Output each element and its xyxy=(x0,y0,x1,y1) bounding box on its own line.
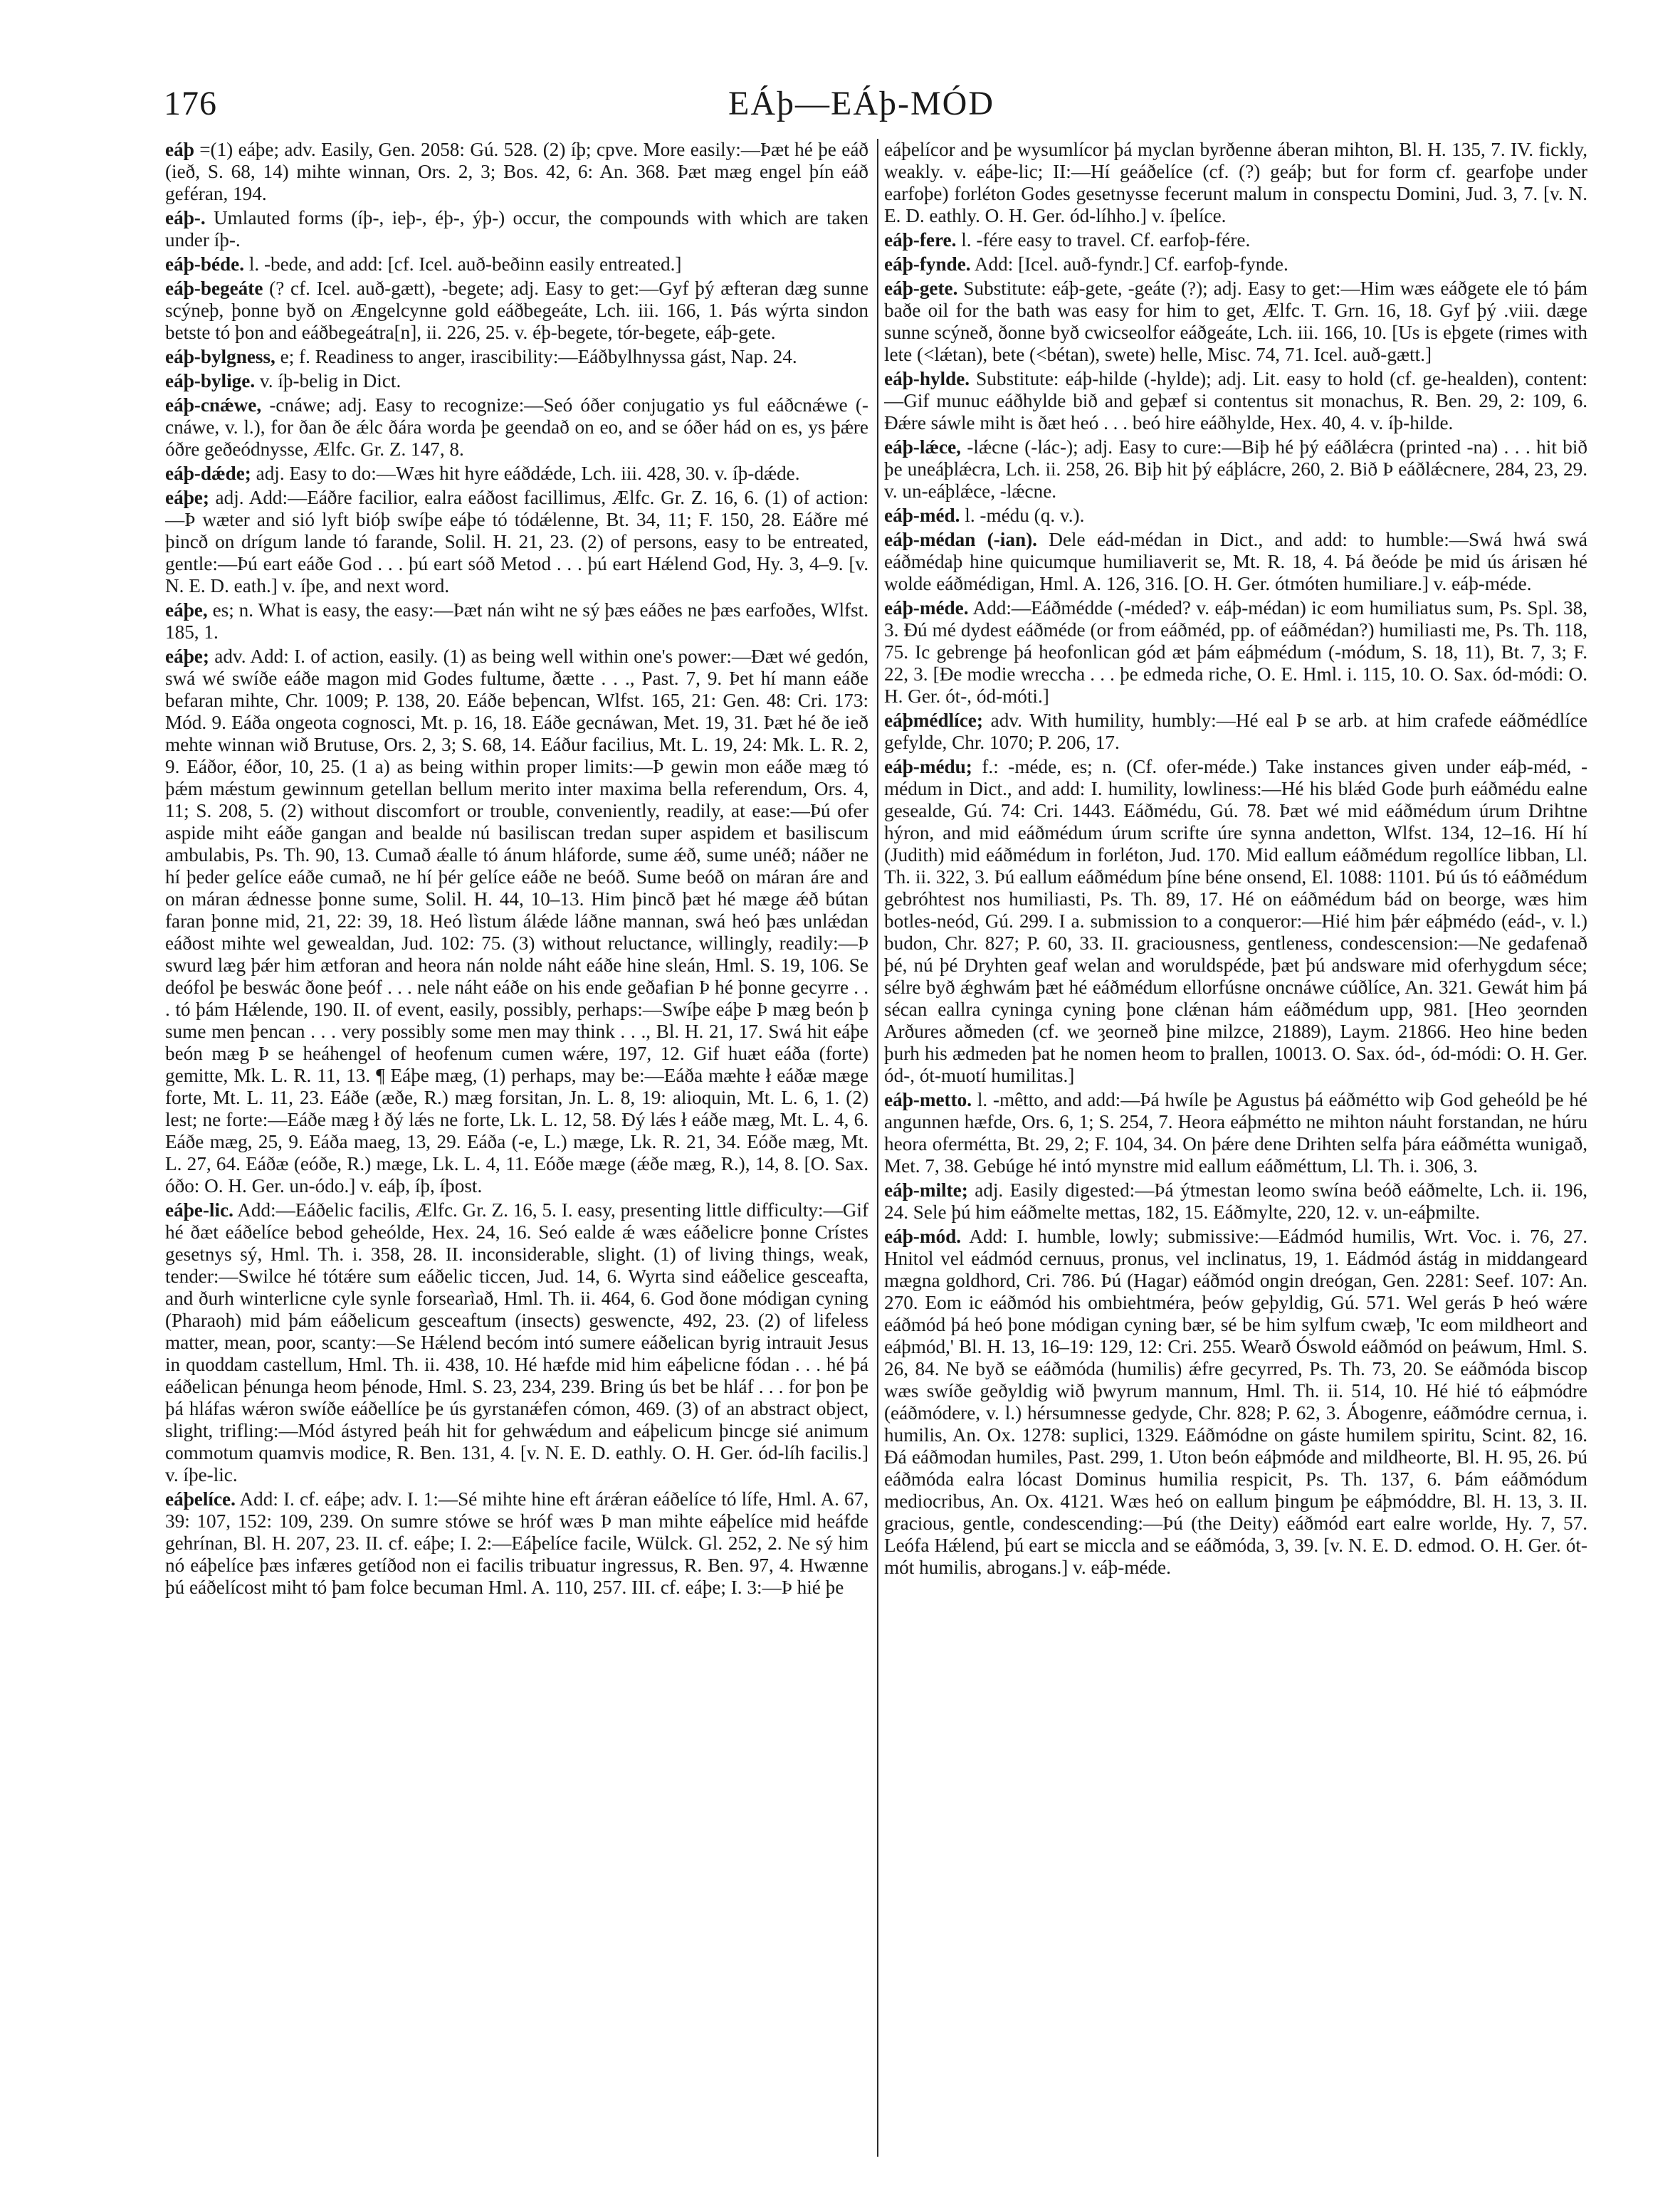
entry-text: l. -fére easy to travel. Cf. earfoþ-fére. xyxy=(961,229,1251,251)
entry-headword: eáþ-metto. xyxy=(884,1089,972,1110)
dictionary-entry xyxy=(884,505,1587,527)
right-column xyxy=(884,139,1587,2160)
entry-text: l. -bede, and add: [cf. Icel. auð-beðinn easily entreated.] xyxy=(248,253,682,275)
entry-text: adv. With humility, humbly:—Hé eal Þ se arb. at him crafede eáðmédlíce gefylde, Chr. 1070; P. 206, 17. xyxy=(884,710,1587,753)
dictionary-entry xyxy=(165,253,868,275)
entry-headword: eáþ-bylgness, xyxy=(165,346,275,367)
entry-headword: eáþ-méd. xyxy=(884,505,960,526)
dictionary-entry xyxy=(884,278,1587,366)
dictionary-entry xyxy=(884,529,1587,595)
entry-headword: eáþe-lic. xyxy=(165,1199,233,1221)
entry-text: Add:—Eáðmédde (-méded? v. eáþ-médan) ic eom humiliatus sum, Ps. Spl. 38, 3. Ðú mé dydest eáðméde (or from eáðméd, pp. of eáðmédan?) humiliasti me, Ps. Th. 118, 75. Ic gebrenge þá heofonlican gód æt þám eáþmédum (-módum, S. 18, 11), Bt. 7, 3; F. 22, 3. [Ðe modie wreccha . . . þe edmeda riche, O. E. Hml. i. 115, 10. O. Sax. ód-módi: O. H. Ger. ót-, ód-móti.] xyxy=(884,597,1587,707)
dictionary-entry xyxy=(165,487,868,597)
dictionary-entry xyxy=(884,710,1587,754)
entry-text: Substitute: eáþ-hilde (-hylde); adj. Lit. easy to hold (cf. ge-healden), content:—Gif munuc eáðhylde bið and geþæf si contentus sit monachus, R. Ben. 29, 2: 109, 6. Ðǽre sáwle miht is ðæt heó . . . beó hire eáðhylde, Hex. 40, 4. v. íþ-hilde. xyxy=(884,368,1587,433)
dictionary-entry xyxy=(165,346,868,368)
dictionary-entry xyxy=(884,368,1587,434)
entry-text: -cnáwe; adj. Easy to recognize:—Seó óðer conjugatio ys ful eáðcnǽwe (-cnáwe, v. l.), for ðan ðe ǽlc ðára worda þe geendað on eo, and se óðer hád on es, ys þǽre óðre geðeódnysse, Ælfc. Gr. Z. 147, 8. xyxy=(165,394,868,460)
entry-text: Substitute: eáþ-gete, -geáte (?); adj. Easy to get:—Him wæs eáðgete ele tó þám baðe oil for the bath was easy for him to get, Ælfc. T. Grn. 16, 18. Gyf þý .viii. dæge sunne scýneð, ðonne byð cwicseolfor eáðgeáte, Lch. iii. 166, 10. [Us is eþgete (rimes with lete (<lǽtan), bete (<bétan), swete) helle, Misc. 74, 71. Icel. auð-gætt.] xyxy=(884,278,1587,365)
entry-headword: eáþ-. xyxy=(165,207,206,228)
entry-headword: eáþe; xyxy=(165,646,209,667)
entry-text: Add:—Eáðelic facilis, Ælfc. Gr. Z. 16, 5. I. easy, presenting little difficulty:—Gif hé ðæt eáðelíce bebod geheólde, Hex. 24, 16. Seó ealde ǽ wæs eáðelicre þonne Crístes gesetnys sý, Hml. Th. i. 358, 28. II. inconsiderable, slight. (1) of living things, weak, tender:—Swilce hé tótǽre sum eáðelic ticcen, Jud. 14, 6. Wyrta sind eáðelice gesceafta, and ðurh winterlicne cyle synle forsearìað, Hml. Th. ii. 464, 6. God ðone módigan cyning (Pharaoh) mid þám eáðelicum gesceaftum (insects) geswencte, 492, 23. (2) of lifeless matter, mean, poor, scanty:—Se Hǽlend becóm intó sumere eáðelican byrig intrauit Jesus in quoddam castellum, Hml. Th. ii. 438, 10. Hé hæfde mid him eáþelicne fódan . . . hé þá eáðelican þénunga heom þénode, Hml. S. 23, 234, 239. Bring ús bet be hláf . . . for þon þe þá hláfas wǽron swíðe eáðellíce þe ús gyrstanǽfen cómon, 469. (3) of an abstract object, slight, trifling:—Mód ástyred þeáh hit for gehwǽdum and eáþelicum þincge sié animum commotum quamvis modice, R. Ben. 131, 4. [v. N. E. D. eathly. O. H. Ger. ód-líh facilis.] v. íþe-lic. xyxy=(165,1199,868,1485)
entry-headword: eáþ-bylige. xyxy=(165,370,256,391)
entry-headword: eáþe, xyxy=(165,599,208,621)
entry-text: adj. Add:—Eáðre facilior, ealra eáðost facillimus, Ælfc. Gr. Z. 16, 6. (1) of action:—Þ wæter and sió lyft bióþ swíþe eáþe tó tódǽlenne, Bt. 34, 11; F. 150, 28. Eáðre mé þincð on drígum lande tó farande, Solil. H. 21, 23. (2) of persons, easy to be entreated, gentle:—Þú eart eáðe God . . . þú eart sóð Metod . . . þú eart Hǽlend God, Hy. 3, 4–9. [v. N. E. D. eath.] v. íþe, and next word. xyxy=(165,487,868,596)
entry-text: v. íþ-belig in Dict. xyxy=(259,370,401,391)
entry-headword: eáþ-médan (-ian). xyxy=(884,529,1037,550)
entry-text: l. -mêtto, and add:—Þá hwíle þe Agustus þá eáðmétto wiþ God geheóld þe hé angunnen hæfde, Ors. 6, 1; S. 254, 7. Heora eáþmétto ne mihton náuht forstandan, ne húru heora ofermétta, Bt. 29, 2; F. 104, 34. On þǽre dene Drihten selfa þára eáðmétta wunigað, Met. 7, 38. Gebúge hé intó mynstre mid eallum eáðméttum, Ll. Th. i. 306, 3. xyxy=(884,1089,1587,1177)
entry-headword: eáþ-milte; xyxy=(884,1179,968,1201)
entry-text: e; f. Readiness to anger, irascibility:—Eáðbylhnyssa gást, Nap. 24. xyxy=(280,346,797,367)
left-column xyxy=(165,139,868,2160)
dictionary-entry xyxy=(165,278,868,344)
entry-headword: eáþ-hylde. xyxy=(884,368,970,389)
entry-headword: eáþmédlíce; xyxy=(884,710,983,731)
entry-headword: eáþ-gete. xyxy=(884,278,958,299)
dictionary-entry xyxy=(165,646,868,1197)
dictionary-entry xyxy=(165,207,868,251)
dictionary-entry xyxy=(884,229,1587,251)
entry-text: l. -médu (q. v.). xyxy=(965,505,1085,526)
entry-text: -lǽcne (-lác-); adj. Easy to cure:—Biþ hé þý eáðlǽcra (printed -na) . . . hit bið þe uneáþlǽcra, Lch. ii. 258, 26. Biþ hit þý eáþlácre, 260, 2. Bið Þ eáðlǽcnere, 284, 23, 29. v. un-eáþlǽce, -lǽcne. xyxy=(884,436,1587,502)
entry-headword: eáþe; xyxy=(165,487,209,508)
dictionary-entry xyxy=(884,436,1587,503)
entry-headword: eáþ-fere. xyxy=(884,229,957,251)
entry-headword: eáþ-dǽde; xyxy=(165,463,251,484)
entry-text: Add: I. humble, lowly; submissive:—Eádmód humilis, Wrt. Voc. i. 76, 27. Hnitol vel eádmód cernuus, pronus, vel inclinatus, 19, 1. Eádmód ástág in middangeard mægna goldhord, Cri. 786. Þú (Hagar) eáðmód ongin dreógan, Gen. 2281: Seef. 107: An. 270. Eom ic eáðmód his ombiehtméra, þeów geþyldig, Gú. 571. Wel gerás Þ heó wǽre eáðmód þá heó þone módigan cyning bær, sé be him sylfum cwæþ, 'Ic eom mildheort and eáþmód,' Bl. H. 13, 16–19: 129, 12: Cri. 255. Wearð Óswold eáðmód on þeáwum, Hml. S. 26, 84. Ne byð se eáðmóda (humilis) ǽfre gecyrred, Ps. Th. 73, 20. Se eáðmóda biscop wæs swíðe geðyldig wið þwyrum mannum, Hml. Th. ii. 514, 10. Hé hié tó eáþmódre (eáðmódere, v. l.) hérsumnesse gedyde, Chr. 828; P. 62, 3. Ábogenre, eáðmódre cernua, i. humilis, An. Ox. 1278: suplici, 1329. Eáðmódne on gáste humilem spiritu, Scint. 82, 16. Ðá eáðmodan humiles, Past. 299, 1. Uton beón eáþmóde and mildheorte, Bl. H. 95, 26. Þú eáðmóda ealra lócast Dominus humilia respicit, Ps. Th. 137, 6. Þám eáðmódum mediocribus, An. Ox. 4121. Wæs heó on eallum þingum þe eáþmóddre, Bl. H. 13, 3. II. gracious, gentle, condescending:—Þú (the Deity) eáðmód eart ealre worlde, Hy. 7, 57. Leófa Hǽlend, þú eart se miccla and se eáðmóda, 3, 39. [v. N. E. D. edmod. O. H. Ger. ót-mót humilis, abrogans.] v. eáþ-méde. xyxy=(884,1226,1587,1578)
dictionary-entry xyxy=(165,599,868,643)
entry-headword: eáþ-méde. xyxy=(884,597,969,619)
entry-text: adv. Add: I. of action, easily. (1) as being well within one's power:—Ðæt wé gedón, swá wé swíðe eáðe magon mid Godes fultume, ðætte . . ., Past. 7, 9. Þet hí mann eáðe befaran mihte, Chr. 1009; P. 138, 20. Eáðe beþencan, Wlfst. 165, 21: Gen. 48: Cri. 173: Mód. 9. Eáða ongeota cognosci, Mt. p. 16, 18. Eáðe gecnáwan, Met. 19, 31. Þæt hé ðe ieð mehte winnan wið Brutuse, Ors. 2, 3; S. 68, 14. Eáður facilius, Mt. L. 19, 24: Mk. L. R. 2, 9. Eáðor, éðor, 10, 25. (1 a) as being within proper limits:—Þ gewin mon eáðe mæg tó þǽm mǽstum gewinnum getellan bellum merito inter maxima bella referendum, Ors. 4, 11; S. 208, 5. (2) without discomfort or trouble, conveniently, readily, at ease:—Þú ofer aspide miht eáðe gangan and bealde nú basiliscan tredan super aspidem et basiliscum ambulabis, Ps. Th. 90, 13. Cumað ǽalle tó ánum hláforde, sume ǽð, sume unéð; náðer ne hí þeder gelíce eáðe cumað, ne hí þér gelíce eáðe ne beóð. Sume beóð on máran áre and on máran ǽdnesse þonne sume, Solil. H. 44, 10–13. Him þincð þæt hé mæge ǽð bútan faran þonne mid, 21, 22: 39, 18. Heó lìstum álǽde láðne mannan, swá heó þæs unlǽdan eáðost mihte wel gewealdan, Jud. 102: 75. (3) without reluctance, willingly, readily:—Þ swurd læg þǽr him ætforan and heora nán nolde náht eáðe hine sleán, Hml. S. 19, 106. Se deófol þe beswác ðone þeóf . . . nele náht eáðe on his ende geðafian Þ hé þonne gecyrre . . . tó þám Hǽlende, 190. II. of event, easily, possibly, perhaps:—Swíþe eáþe Þ mæg beón þ sume men þencan . . . very possibly some men may think . . ., Bl. H. 21, 17. Swá hit eáþe beón mæg Þ se heáhengel of heofenum cumen wǽre, 197, 12. Gif huæt eáða (forte) gemitte, Mk. L. R. 11, 13. ¶ Eáþe mæg, (1) perhaps, may be:—Eáða mæhte ł eáðæ mæge forte, Mt. L. 11, 23. Eáðe (æðe, R.) mæg forsitan, Jn. L. 8, 19: alioquin, Mt. L. 6, 1. (2) lest; ne forte:—Eáðe mæg ł ðý lǽs ne forte, Lk. L. 12, 58. Ðý lǽs ł eáðe mæg, Mt. L. 4, 6. Eáðe mæg, 25, 9. Eáða maeg, 13, 29. Eáða (-e, L.) mæge, Lk. R. 21, 34. Eóðe mæg, Mt. L. 27, 64. Eáðæ (eóðe, R.) mæge, Lk. L. 4, 11. Eóðe mæge (ǽðe mæg, R.), 14, 8. [O. Sax. óðo: O. H. Ger. un-ódo.] v. eáþ, íþ, íþost. xyxy=(165,646,868,1196)
entry-text: eáþelícor and þe wysumlícor þá myclan byrðenne áberan mihton, Bl. H. 135, 7. IV. fickly, weakly. v. eáþe-lic; II:—Hí geáðelíce (cf. (?) geáþ; but for form cf. gearfoþe under earfoþe) forléton Godes gesetnysse fecerunt malum in conspectu Domini, Jud. 3, 7. [v. N. E. D. eathly. O. H. Ger. ód-líhho.] v. íþelíce. xyxy=(884,139,1587,226)
entry-text: Umlauted forms (íþ-, ieþ-, éþ-, ýþ-) occur, the compounds with which are taken under íþ-. xyxy=(165,207,868,251)
dictionary-entry xyxy=(884,597,1587,708)
running-head: EÁþ—EÁþ-MÓD xyxy=(728,85,994,122)
dictionary-entry xyxy=(884,253,1587,275)
entry-text: (? cf. Icel. auð-gætt), -begete; adj. Easy to get:—Gyf þý æfteran dæg sunne scýneþ, þonne byð on Ængelcynne gold eáðbegeáte, Lch. iii. 166, 1. Þás wýrta sindon betste tó þon and eáðbegeátra[n], ii. 226, 25. v. éþ-begete, tór-begete, eáþ-gete. xyxy=(165,278,868,343)
entry-text: =(1) eáþe; adv. Easily, Gen. 2058: Gú. 528. (2) íþ; cpve. More easily:—Þæt hé þe eáð (ieð, S. 68, 14) mihte winnan, Ors. 2, 3; Bos. 42, 6: An. 368. Þæt mæg engel þín eáð geféran, 194. xyxy=(165,139,868,204)
entry-text: Add: [Icel. auð-fyndr.] Cf. earfoþ-fynde. xyxy=(974,253,1288,275)
entry-headword: eáþ xyxy=(165,139,194,160)
entry-text: adj. Easy to do:—Wæs hit hyre eáðdǽde, Lch. iii. 428, 30. v. íþ-dǽde. xyxy=(256,463,800,484)
dictionary-entry xyxy=(884,139,1587,227)
column-divider xyxy=(877,139,878,2157)
dictionary-entry xyxy=(165,139,868,205)
entry-headword: eáþ-médu; xyxy=(884,756,972,777)
dictionary-entry xyxy=(165,1488,868,1599)
entry-headword: eáþ-begeáte xyxy=(165,278,263,299)
page-number: 176 xyxy=(164,85,217,122)
entry-text: Add: I. cf. eáþe; adv. I. 1:—Sé mihte hine eft árǽran eáðelíce tó lífe, Hml. A. 67, 39: 107, 152: 109, 239. On sumre stówe se hróf wæs Þ man mihte eáþelíce mid heáfde gehrínan, Bl. H. 207, 23. II. cf. eáþe; I. 2:—Eáþelíce facile, Wülck. Gl. 252, 2. Ne sý him nó eáþelíce þæs infæres getíðod non ei facilis tribuatur ingressus, R. Ben. 97, 4. Hwænne þú eáðelícost miht tó þam folce becuman Hml. A. 110, 257. III. cf. eáþe; I. 3:—Þ hié þe xyxy=(165,1488,868,1598)
entry-text: adj. Easily digested:—Þá ýtmestan leomo swína beóð eáðmelte, Lch. ii. 196, 24. Sele þú him eáðmelte mettas, 182, 15. Eáðmylte, 220, 12. v. un-eáþmilte. xyxy=(884,1179,1587,1223)
entry-headword: eáþ-béde. xyxy=(165,253,245,275)
dictionary-entry xyxy=(165,394,868,461)
entry-headword: eáþelíce. xyxy=(165,1488,236,1510)
dictionary-entry xyxy=(165,370,868,392)
page-header xyxy=(164,84,1559,134)
dictionary-entry xyxy=(884,1179,1587,1224)
entry-headword: eáþ-lǽce, xyxy=(884,436,961,458)
dictionary-entry xyxy=(165,463,868,485)
entry-headword: eáþ-mód. xyxy=(884,1226,961,1247)
entry-headword: eáþ-cnǽwe, xyxy=(165,394,262,416)
dictionary-entry xyxy=(884,1226,1587,1579)
entry-headword: eáþ-fynde. xyxy=(884,253,971,275)
entry-text: f.: -méde, es; n. (Cf. ofer-méde.) Take instances given under eáþ-méd, -médum in Dict., and add: I. humility, lowliness:—Hé his blǽd Gode þurh eáðmédu ealne gesealde, Gú. 74: Cri. 1443. Eáðmédu, Gú. 78. Þæt wé mid eáðmédum úrum Drihtne hýron, and mid eáðmédum úrum scrifte úre synna andetton, Wlfst. 134, 12–16. Hí hí (Judith) mid eáðmédum in forléton, Jud. 170. Mid eallum eáðmédum regollíce libban, Ll. Th. ii. 322, 3. Þú eallum eáðmédum þíne béne onsend, El. 1088: 1101. Þú ús tó eáðmédum gebróhtest nos humiliasti, Ps. Th. 89, 17. Hé on eáðmédum bád on beorge, wæs him botles-neód, Gú. 299. I a. submission to a conqueror:—Hié him þǽr eáþmédo (eád-, v. l.) budon, Chr. 827; P. 60, 33. II. graciousness, gentleness, condescension:—Ne gedafenað þé, nú þé Dryhten geaf welan and woruldspéde, þæt þú andsware mid oferhygdum séce; sélre byð ǽghwám þæt hé eáðmédum ellorfúsne oncnáwe cúðlíce, An. 321. Gewát him þá sécan eallra cyninga cyning þone clǽnan hám eáðmédum upp, 981. [Heo ȝeornden Arðures aðmeden (cf. we ȝeorneð þine milzce, 21889), Laym. 21866. Heo hine beden þurh his ædmeden þat he nomen heom to þrallen, 10013. O. Sax. ód-, ód-módi: O. H. Ger. ód-, ót-muotí humilitas.] xyxy=(884,756,1587,1086)
dictionary-entry xyxy=(165,1199,868,1486)
dictionary-entry xyxy=(884,1089,1587,1177)
entry-text: es; n. What is easy, the easy:—Þæt nán wiht ne sý þæs eáðes ne þæs earfoðes, Wlfst. 185, 1. xyxy=(165,599,868,643)
entry-text: Dele eád-médan in Dict., and add: to humble:—Swá hwá swá eáðmédaþ hine quicumque humiliaverit se, Mt. R. 18, 4. Þá ðeóde þe mid ús árisæn hé wolde eáðmédigan, Hml. A. 126, 316. [O. H. Ger. ótmóten humiliare.] v. eáþ-méde. xyxy=(884,529,1587,594)
dictionary-entry xyxy=(884,756,1587,1087)
